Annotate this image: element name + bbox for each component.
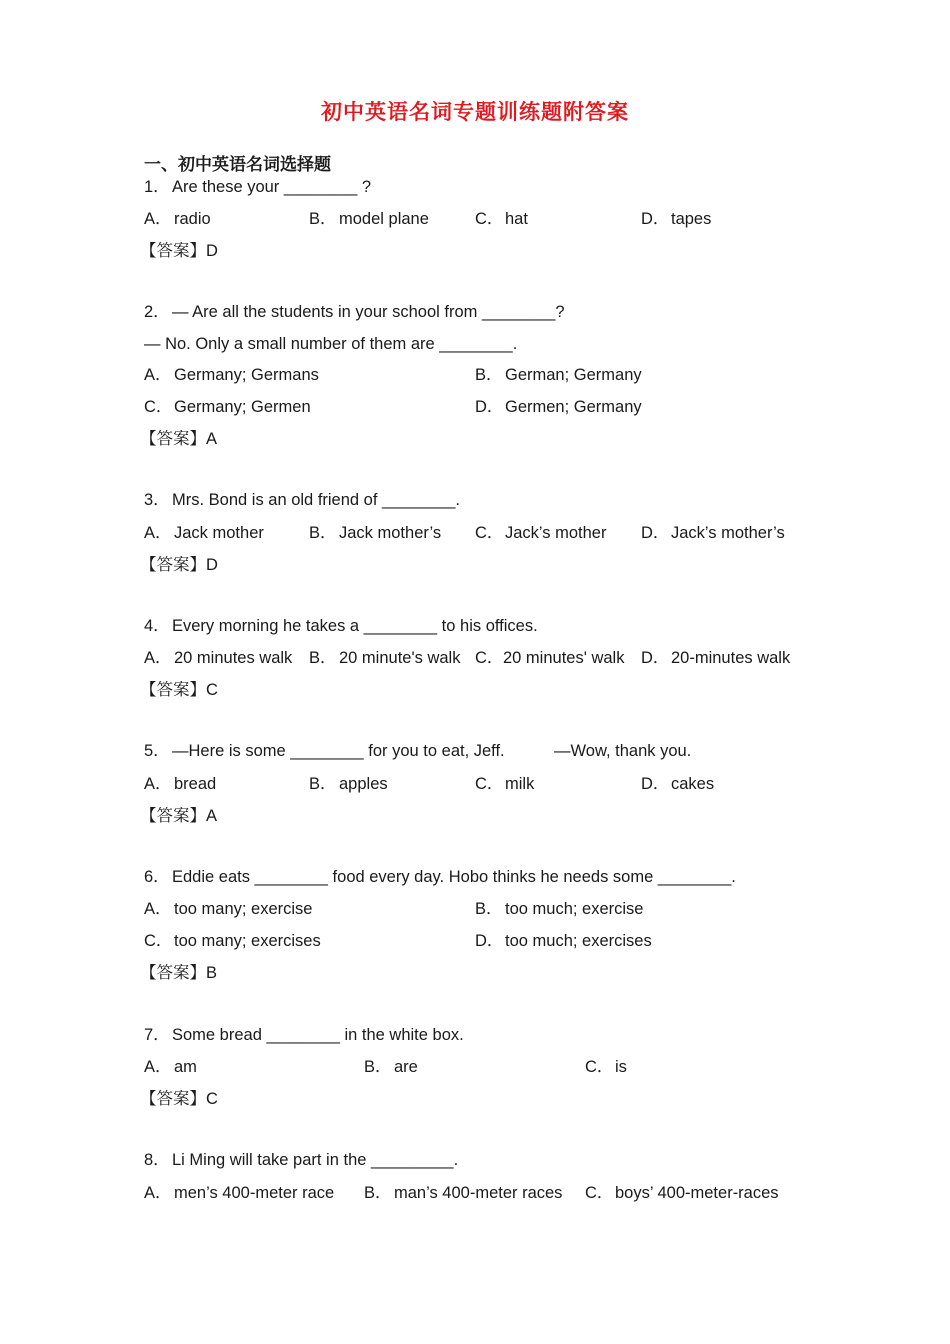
option-b: B． German; Germany	[475, 366, 642, 384]
question-1	[144, 176, 371, 198]
answer-2: 【答案】A	[140, 429, 218, 448]
option-b: B． Jack mother’s	[309, 524, 442, 542]
answer-6: 【答案】B	[140, 963, 218, 982]
option-a: A． radio	[144, 210, 211, 228]
question-5	[144, 740, 505, 762]
question-text: Every morning he takes a ________ to his offices.	[172, 617, 538, 635]
option-c: C．is	[585, 1058, 627, 1076]
option-c: C．too many; exercises	[144, 932, 321, 950]
question-number: 2．	[144, 303, 170, 321]
option-c: C．milk	[475, 775, 535, 793]
question-number: 7．	[144, 1026, 170, 1044]
option-a: A． 20 minutes walk	[144, 649, 293, 667]
question-3	[144, 489, 460, 511]
option-a: A． Germany; Germans	[144, 366, 319, 384]
answer-4: 【答案】C	[140, 680, 218, 699]
option-d: D．20-minutes walk	[641, 649, 791, 667]
question-7	[144, 1024, 464, 1046]
option-d: D．Germen; Germany	[475, 398, 642, 416]
question-8	[144, 1149, 458, 1171]
answer-3: 【答案】D	[140, 555, 218, 574]
option-a: A． men’s 400-meter race	[144, 1184, 335, 1202]
option-b: B． man’s 400-meter races	[364, 1184, 563, 1202]
question-number: 8．	[144, 1151, 170, 1169]
section-heading: 一、初中英语名词选择题	[144, 155, 331, 175]
option-b: B． apples	[309, 775, 388, 793]
question-text: —Here is some ________ for you to eat, Jeff.	[172, 742, 505, 760]
answer-5: 【答案】A	[140, 806, 218, 825]
question-number: 4．	[144, 617, 170, 635]
option-c: C．Jack’s mother	[475, 524, 607, 542]
option-d: D．tapes	[641, 210, 712, 228]
option-b: B． model plane	[309, 210, 429, 228]
question-6	[144, 866, 736, 888]
answer-1: 【答案】D	[140, 241, 218, 260]
option-b: B． are	[364, 1058, 418, 1076]
question-4	[144, 615, 538, 637]
option-a: A． Jack mother	[144, 524, 264, 542]
option-a: A． bread	[144, 775, 217, 793]
question-2-line-2: — No. Only a small number of them are ________.	[144, 335, 518, 353]
question-number: 3．	[144, 491, 170, 509]
option-c: C．Germany; Germen	[144, 398, 311, 416]
question-2	[144, 301, 565, 323]
option-a: A． am	[144, 1058, 197, 1076]
option-c: C．hat	[475, 210, 528, 228]
question-number: 6．	[144, 868, 170, 886]
question-text: Some bread ________ in the white box.	[172, 1026, 464, 1044]
option-b: B． too much; exercise	[475, 900, 644, 918]
question-number: 1．	[144, 178, 170, 196]
option-c: C．boys’ 400-meter-races	[585, 1184, 779, 1202]
option-c: C．20 minutes' walk	[475, 649, 625, 667]
option-b: B． 20 minute's walk	[309, 649, 461, 667]
question-text: — Are all the students in your school from ________?	[172, 303, 565, 321]
option-a: A． too many; exercise	[144, 900, 313, 918]
question-text: Are these your ________ ?	[172, 178, 372, 196]
option-d: D．cakes	[641, 775, 715, 793]
answer-7: 【答案】C	[140, 1089, 218, 1108]
question-number: 5．	[144, 742, 170, 760]
question-text: Eddie eats ________ food every day. Hobo thinks he needs some ________.	[172, 868, 736, 886]
question-text: Li Ming will take part in the _________.	[172, 1151, 459, 1169]
option-d: D．too much; exercises	[475, 932, 652, 950]
option-d: D．Jack’s mother’s	[641, 524, 785, 542]
question-5-reply: —Wow, thank you.	[554, 742, 692, 760]
document-title: 初中英语名词专题训练题附答案	[321, 99, 629, 124]
question-text: Mrs. Bond is an old friend of ________.	[172, 491, 461, 509]
